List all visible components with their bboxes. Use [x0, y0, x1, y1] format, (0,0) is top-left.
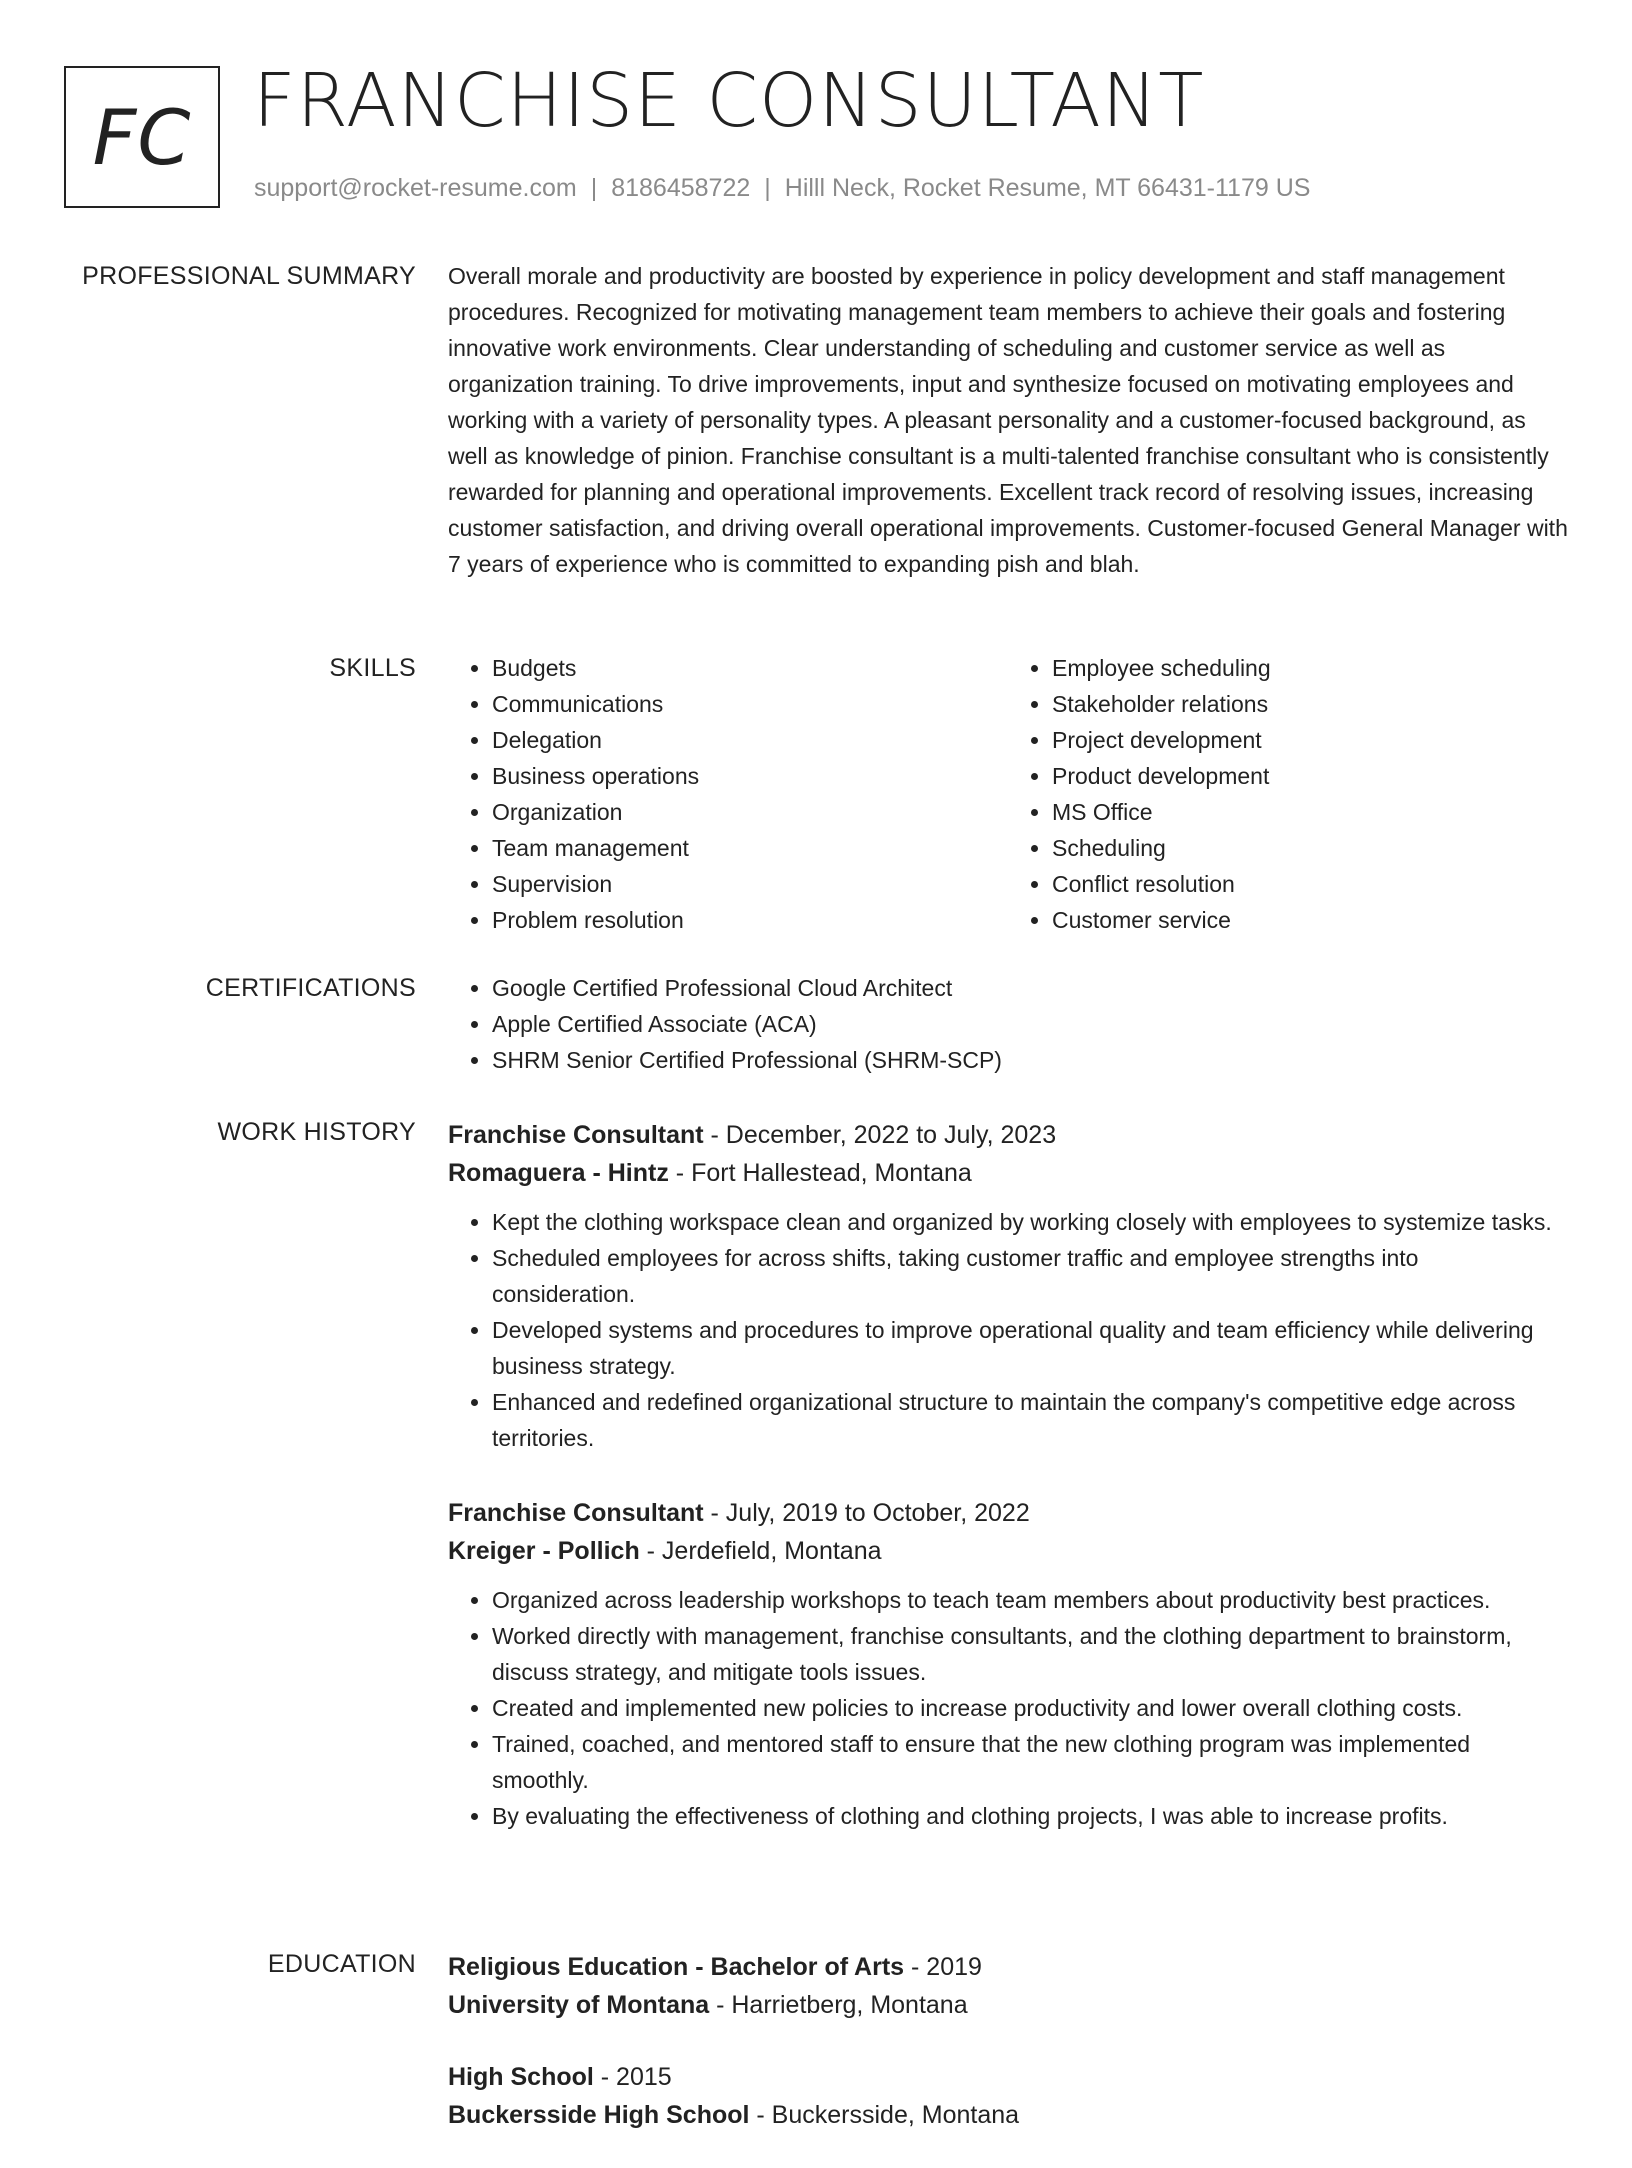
job-title-line	[448, 1494, 1568, 1532]
education-entry	[448, 1948, 1568, 2024]
section-title-skills: SKILLS	[329, 654, 416, 682]
job-company: Romaguera - Hintz	[448, 1159, 669, 1187]
skill-item: • Business operations	[492, 758, 1008, 794]
education-year: - 2015	[593, 2063, 672, 2091]
certifications-list	[448, 970, 1568, 1078]
contact-phone[interactable]: 8186458722	[611, 174, 751, 202]
job-dates: - December, 2022 to July, 2023	[703, 1121, 1057, 1149]
job-bullet: • Developed systems and procedures to improve operational quality and team efficiency while delivering business strategy.	[492, 1312, 1568, 1384]
job-bullet: • Kept the clothing workspace clean and organized by working closely with employees to systemize tasks.	[492, 1204, 1568, 1240]
skill-item: • Product development	[1052, 758, 1568, 794]
education-school: University of Montana	[448, 1991, 710, 2019]
contact-line	[254, 174, 1310, 203]
education-location: - Harrietberg, Montana	[709, 1991, 968, 2019]
job-bullet: • Scheduled employees for across shifts, taking customer traffic and employee strengths into consideration.	[492, 1240, 1568, 1312]
job-entry	[448, 1116, 1568, 1456]
job-bullet: • Created and implemented new policies to increase productivity and lower overall clothing costs.	[492, 1690, 1568, 1726]
skill-item: • Supervision	[492, 866, 1008, 902]
job-bullet: • Enhanced and redefined organizational structure to maintain the company's competitive edge across territories.	[492, 1384, 1568, 1456]
skill-item: • Problem resolution	[492, 902, 1008, 938]
job-bullet: • Worked directly with management, franchise consultants, and the clothing department to brainstorm, discuss strategy, and mitigate tools issues.	[492, 1618, 1568, 1690]
education-school: Buckersside High School	[448, 2101, 750, 2129]
job-entry	[448, 1494, 1568, 1834]
job-location: - Jerdefield, Montana	[639, 1537, 882, 1565]
education-degree: Religious Education - Bachelor of Arts	[448, 1953, 905, 1981]
job-location: - Fort Hallestead, Montana	[668, 1159, 972, 1187]
education-degree-line	[448, 2058, 1568, 2096]
contact-separator: |	[590, 174, 598, 202]
contact-separator: |	[764, 174, 771, 202]
job-bullet: • By evaluating the effectiveness of clothing and clothing projects, I was able to increase profits.	[492, 1798, 1568, 1834]
summary-text: Overall morale and productivity are boosted by experience in policy development and staff management procedures. Recognized for motivating management team members to achieve their goals and fostering innovative work environments. Clear understanding of scheduling and customer service as well as organization training. To drive improvements, input and synthesize focused on motivating employees and working with a variety of personality types. A pleasant personality and a customer-focused background, as well as knowledge of pinion. Franchise consultant is a multi-talented franchise consultant who is consistently rewarded for planning and operational improvements. Excellent track record of resolving issues, increasing customer satisfaction, and driving overall operational improvements. Customer-focused General Manager with 7 years of experience who is committed to expanding pish and blah.	[448, 263, 1568, 577]
job-company: Kreiger - Pollich	[448, 1537, 640, 1565]
monogram-logo: FC	[64, 66, 220, 208]
skills-list-left	[448, 650, 1008, 938]
education-location: - Buckersside, Montana	[749, 2101, 1020, 2129]
skill-item: • Communications	[492, 686, 1008, 722]
education-degree: High School	[448, 2063, 594, 2091]
education-year: - 2019	[904, 1953, 982, 1981]
job-bullet: • Trained, coached, and mentored staff to ensure that the new clothing program was implemented smoothly.	[492, 1726, 1568, 1798]
skills-list-right	[1008, 650, 1568, 938]
job-dates: - July, 2019 to October, 2022	[703, 1499, 1030, 1527]
skill-item: • Team management	[492, 830, 1008, 866]
section-title-work-history: WORK HISTORY	[217, 1118, 416, 1146]
section-title-summary: PROFESSIONAL SUMMARY	[82, 262, 416, 290]
job-role: Franchise Consultant	[448, 1121, 704, 1149]
job-bullets	[448, 1582, 1568, 1834]
certification-item: • SHRM Senior Certified Professional (SHRM-SCP)	[492, 1042, 1568, 1078]
skill-item: • Budgets	[492, 650, 1008, 686]
skill-item: • Stakeholder relations	[1052, 686, 1568, 722]
job-title-line	[448, 1116, 1568, 1154]
job-company-line	[448, 1532, 1568, 1570]
job-bullet: • Organized across leadership workshops to teach team members about productivity best practices.	[492, 1582, 1568, 1618]
skill-item: • MS Office	[1052, 794, 1568, 830]
education-school-line	[448, 1986, 1568, 2024]
skill-item: • Employee scheduling	[1052, 650, 1568, 686]
education-degree-line	[448, 1948, 1568, 1986]
section-title-education: EDUCATION	[267, 1950, 416, 1978]
job-role: Franchise Consultant	[448, 1499, 704, 1527]
certification-item: • Google Certified Professional Cloud Architect	[492, 970, 1568, 1006]
contact-address: Hilll Neck, Rocket Resume, MT 66431-1179 US	[784, 174, 1311, 202]
page-title: FRANCHISE CONSULTANT	[253, 58, 1205, 144]
job-bullets	[448, 1204, 1568, 1456]
education-school-line	[448, 2096, 1568, 2134]
certification-item: • Apple Certified Associate (ACA)	[492, 1006, 1568, 1042]
skill-item: • Scheduling	[1052, 830, 1568, 866]
contact-email[interactable]: support@rocket-resume.com	[254, 174, 577, 202]
section-title-certifications: CERTIFICATIONS	[205, 974, 416, 1002]
skill-item: • Customer service	[1052, 902, 1568, 938]
skill-item: • Delegation	[492, 722, 1008, 758]
education-entry	[448, 2058, 1568, 2134]
job-company-line	[448, 1154, 1568, 1192]
skill-item: • Organization	[492, 794, 1008, 830]
skill-item: • Project development	[1052, 722, 1568, 758]
skill-item: • Conflict resolution	[1052, 866, 1568, 902]
